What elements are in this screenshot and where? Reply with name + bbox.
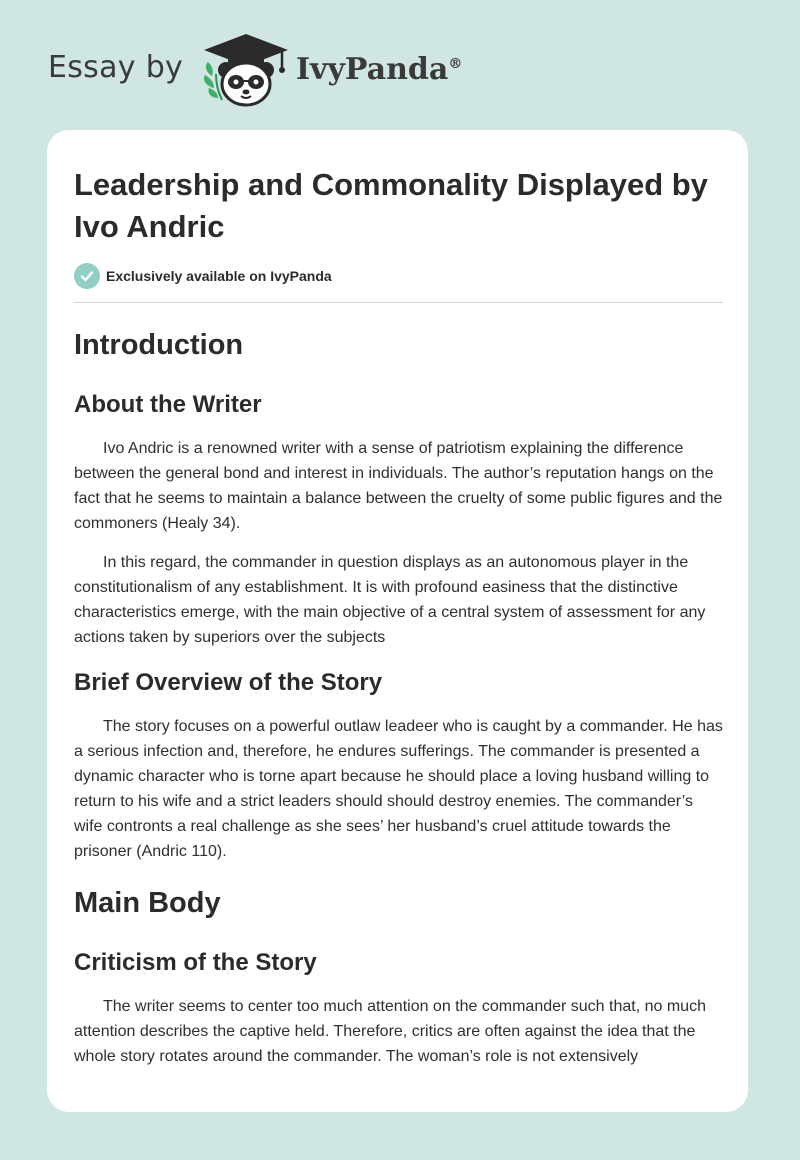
subheading-brief-overview: Brief Overview of the Story [74, 669, 383, 696]
essay-by-label: Essay by [48, 50, 184, 85]
panda-logo-icon[interactable] [198, 32, 294, 108]
paragraph: The story focuses on a powerful outlaw leadeer who is caught by a commander. He has a serious infection and, therefore, he endures sufferings. The commander is presented a dynamic character who is torne apart because he should place a loving husband willing to return to his wife and a strict leaders should should destroy enemies. The commander’s wife contronts a real challenge as she sees’ her husband’s cruel attitude towards the prisoner (Andric 110). [74, 718, 723, 860]
article-body [74, 320, 723, 1083]
article-card [47, 130, 748, 1112]
exclusive-label: Exclusively available on IvyPanda [106, 268, 332, 284]
paragraph: The writer seems to center too much attention on the commander such that, no much attention describes the captive held. Therefore, critics are often against the idea that the whole story rotates around the commander. The woman’s role is not extensively [74, 998, 706, 1065]
brand-name[interactable]: IvyPanda® [296, 52, 463, 87]
subheading-criticism: Criticism of the Story [74, 949, 317, 976]
section-heading-main-body: Main Body [74, 887, 221, 919]
paragraph: Ivo Andric is a renowned writer with a sense of patriotism explaining the difference between the general bond and interest in individuals. The author’s reputation hangs on the fact that he seems to maintain a balance between the cruelty of some public figures and the commoners (Healy 34). [74, 440, 723, 532]
paragraph: In this regard, the commander in question displays as an autonomous player in the constitutionalism of any establishment. It is with profound easiness that the distinctive characteristics emerge, with the main objective of a central system of assessment for any actions taken by superiors over the subjects [74, 554, 706, 646]
subheading-about-writer: About the Writer [74, 391, 262, 418]
site-header [0, 0, 800, 130]
title-divider [74, 302, 723, 303]
exclusive-badge [74, 262, 332, 290]
page-title: Leadership and Commonality Displayed by Ivo Andric [74, 167, 708, 244]
check-icon [74, 263, 100, 289]
section-heading-introduction: Introduction [74, 329, 244, 361]
